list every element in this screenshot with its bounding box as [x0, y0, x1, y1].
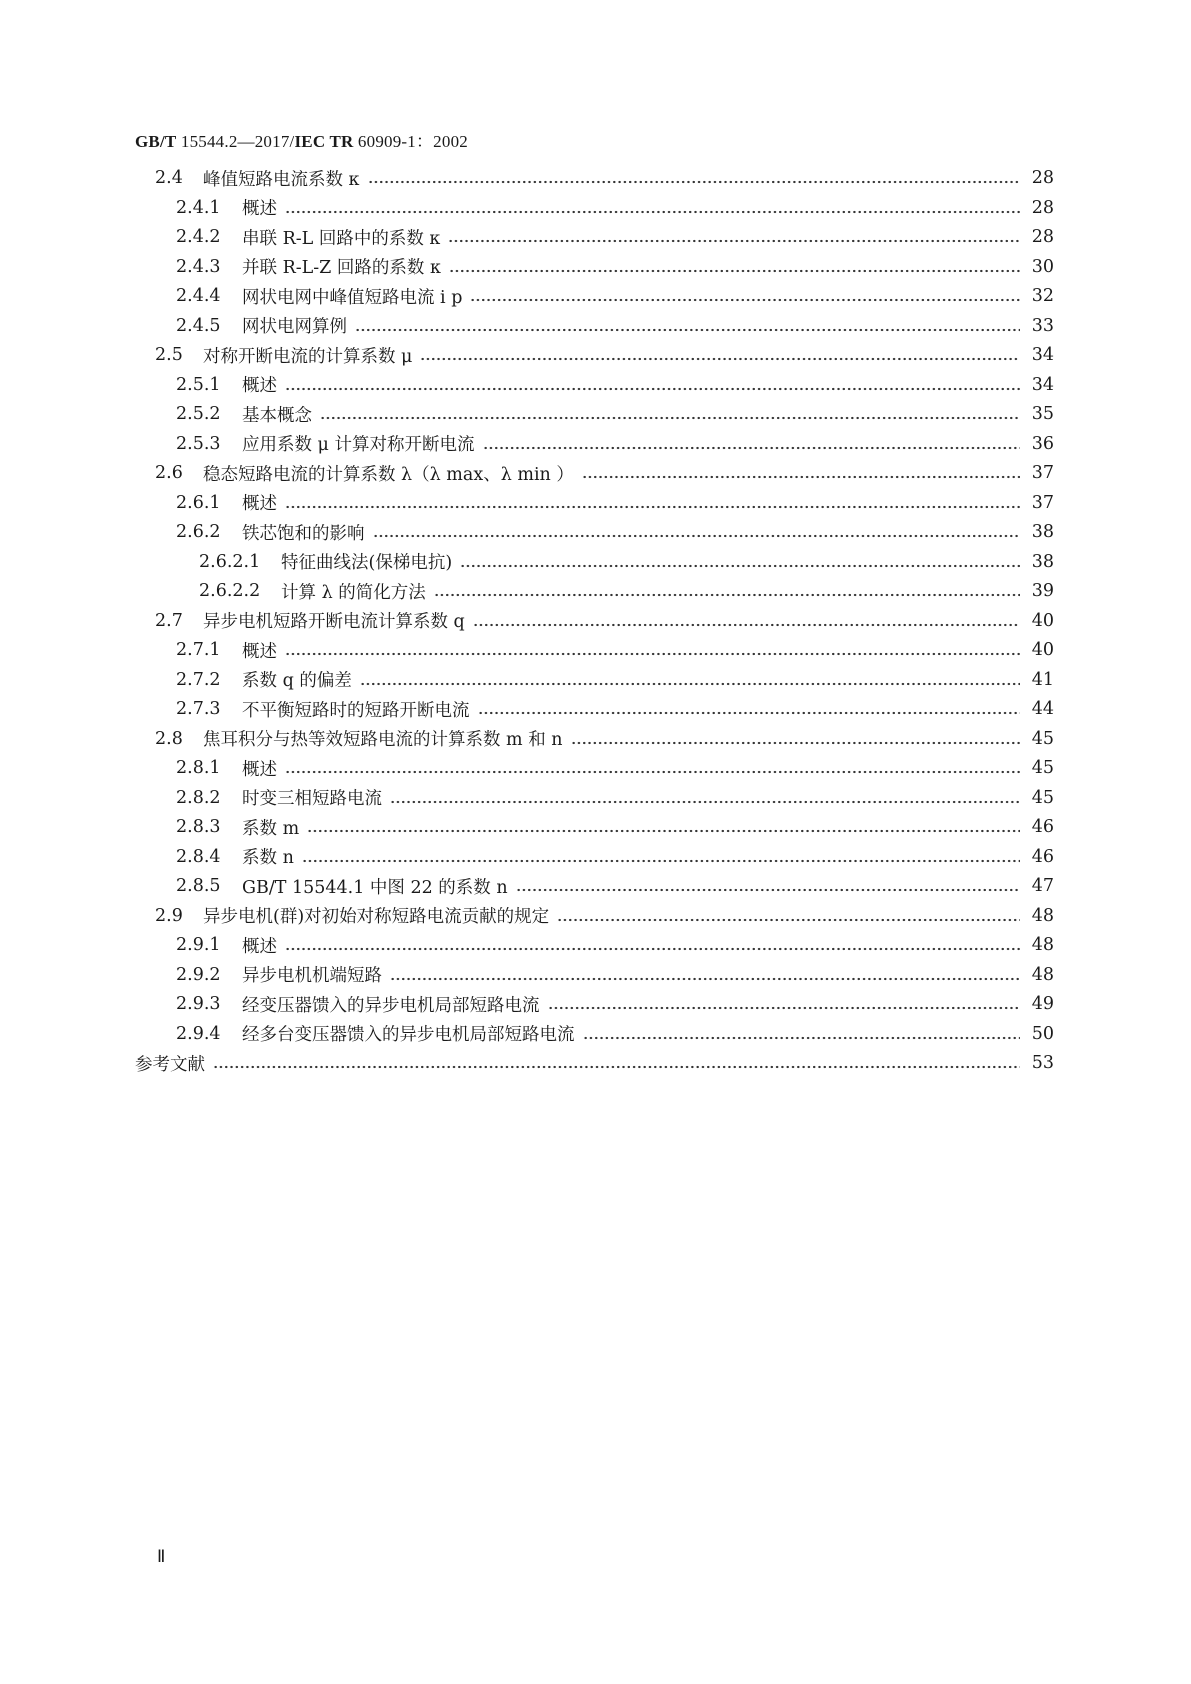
toc-entry[interactable] — [0, 371, 1191, 399]
toc-leader-dots — [285, 754, 1020, 782]
toc-entry[interactable] — [0, 784, 1191, 812]
toc-leader-dots — [285, 371, 1020, 399]
toc-entry-page: 45 — [1031, 728, 1054, 749]
toc-entry-number: 2.5.3 — [176, 433, 221, 454]
toc-entry-title: 系数 m — [242, 818, 300, 839]
toc-leader-dots — [213, 1049, 1020, 1077]
toc-leader-dots — [478, 695, 1021, 723]
toc-leader-dots — [483, 430, 1021, 458]
toc-entry[interactable] — [0, 518, 1191, 546]
toc-entry-page: 38 — [1031, 551, 1054, 572]
toc-entry-number: 2.7.1 — [176, 640, 221, 660]
toc-entry-title: 并联 R-L-Z 回路的系数 κ — [242, 258, 441, 278]
toc-leader-dots — [285, 636, 1020, 664]
toc-entry-number: 2.8.2 — [176, 787, 221, 808]
toc-entry-title: 网状电网中峰值短路电流 i p — [242, 287, 463, 308]
toc-leader-dots — [516, 872, 1020, 900]
toc-entry-number: 2.9.2 — [176, 964, 221, 985]
toc-entry[interactable] — [0, 695, 1191, 723]
toc-entry[interactable] — [0, 164, 1191, 192]
toc-entry-title: 概述 — [242, 936, 277, 957]
header-code: 15544.2—2017/ — [176, 132, 295, 151]
toc-entry-page: 41 — [1031, 669, 1054, 690]
toc-entry[interactable] — [0, 961, 1191, 989]
toc-entry-page: 40 — [1031, 640, 1054, 660]
toc-entry-page: 28 — [1031, 227, 1054, 247]
toc-leader-dots — [368, 164, 1021, 192]
toc-entry[interactable] — [0, 489, 1191, 517]
toc-entry-page: 36 — [1031, 433, 1054, 454]
toc-entry-number: 2.4.4 — [176, 286, 221, 306]
toc-leader-dots — [460, 548, 1020, 576]
toc-entry-number: 2.5.1 — [176, 374, 221, 395]
toc-entry-page: 48 — [1031, 935, 1054, 955]
toc-entry-page: 49 — [1031, 994, 1054, 1014]
toc-entry-title: 概述 — [242, 494, 277, 514]
header-standard: GB/T — [135, 132, 177, 151]
toc-leader-dots — [285, 489, 1020, 517]
toc-leader-dots — [307, 813, 1020, 841]
toc-entry-title: 异步电机机端短路 — [242, 966, 382, 986]
toc-leader-dots — [448, 223, 1020, 251]
toc-entry-number: 2.7.3 — [176, 699, 221, 719]
toc-leader-dots — [302, 843, 1020, 871]
toc-entry-page: 39 — [1031, 581, 1054, 601]
toc-entry-number: 2.9.4 — [176, 1023, 221, 1044]
toc-entry-number: 2.6.2.1 — [199, 551, 261, 572]
toc-entry-page: 48 — [1031, 964, 1054, 985]
toc-entry-title: 稳态短路电流的计算系数 λ（λ max、λ min ） — [203, 464, 574, 485]
header-ref: IEC TR — [294, 132, 354, 151]
toc-entry-page: 38 — [1031, 522, 1054, 542]
toc-entry-number: 2.9 — [155, 905, 183, 926]
toc-entry[interactable] — [0, 607, 1191, 635]
toc-entry-number: 2.4.2 — [176, 227, 221, 247]
toc-entry-title: 概述 — [242, 641, 277, 662]
toc-entry-page: 28 — [1031, 197, 1054, 218]
toc-entry-title: 参考文献 — [135, 1054, 205, 1075]
toc-entry-number: 2.6.2.2 — [199, 581, 261, 601]
toc-leader-dots — [582, 459, 1020, 487]
toc-leader-dots — [390, 784, 1020, 812]
toc-entry[interactable] — [0, 872, 1191, 900]
toc-leader-dots — [449, 253, 1020, 281]
toc-leader-dots — [420, 341, 1020, 369]
toc-entry-title: 计算 λ 的简化方法 — [281, 582, 426, 603]
toc-entry-page: 28 — [1031, 168, 1054, 188]
running-header — [135, 127, 468, 152]
toc-entry-number: 2.8.1 — [176, 758, 221, 778]
toc-entry-number: 2.7 — [155, 610, 183, 631]
toc-entry-page: 47 — [1031, 876, 1054, 896]
toc-entry-page: 45 — [1031, 758, 1054, 778]
toc-entry-title: 串联 R-L 回路中的系数 κ — [242, 228, 441, 249]
toc-leader-dots — [355, 312, 1020, 340]
toc-entry-page: 50 — [1031, 1023, 1054, 1044]
toc-entry-page: 37 — [1031, 492, 1054, 513]
toc-entry-page: 33 — [1031, 315, 1054, 336]
page-number: Ⅱ — [157, 1547, 166, 1566]
toc-entry[interactable] — [0, 400, 1191, 428]
toc-leader-dots — [390, 961, 1020, 989]
toc-entry[interactable] — [0, 902, 1191, 930]
toc-entry[interactable] — [0, 1049, 1191, 1077]
toc-entry[interactable] — [0, 194, 1191, 222]
toc-entry-title: 概述 — [242, 199, 277, 219]
toc-leader-dots — [571, 725, 1020, 753]
toc-entry-page: 34 — [1031, 345, 1054, 365]
toc-entry-number: 2.6.1 — [176, 492, 221, 513]
toc-entry-page: 53 — [1031, 1053, 1054, 1073]
toc-entry-number: 2.9.3 — [176, 994, 221, 1014]
toc-entry-title: 特征曲线法(保梯电抗) — [281, 553, 453, 573]
toc-entry-number: 2.6 — [155, 463, 183, 483]
toc-entry[interactable] — [0, 813, 1191, 841]
toc-entry-number: 2.8 — [155, 728, 183, 749]
toc-entry-title: 概述 — [242, 376, 277, 396]
toc-entry-page: 44 — [1031, 699, 1054, 719]
toc-entry-title: 基本概念 — [242, 405, 312, 426]
toc-entry-number: 2.8.5 — [176, 876, 221, 896]
toc-entry-number: 2.5.2 — [176, 404, 221, 424]
toc-entry-number: 2.4.3 — [176, 256, 221, 277]
toc-entry[interactable] — [0, 1020, 1191, 1048]
toc-entry-number: 2.4.5 — [176, 315, 221, 336]
toc-entry[interactable] — [0, 931, 1191, 959]
toc-entry-page: 46 — [1031, 817, 1054, 837]
toc-entry-number: 2.6.2 — [176, 522, 221, 542]
toc-entry-page: 45 — [1031, 787, 1054, 808]
toc-entry-title: 经多台变压器馈入的异步电机局部短路电流 — [242, 1025, 575, 1045]
toc-entry-title: 概述 — [242, 759, 277, 780]
toc-entry[interactable] — [0, 253, 1191, 281]
toc-entry-title: 异步电机(群)对初始对称短路电流贡献的规定 — [203, 907, 550, 927]
toc-entry-title: 不平衡短路时的短路开断电流 — [242, 700, 470, 721]
toc-entry-title: 时变三相短路电流 — [242, 789, 382, 809]
toc-entry[interactable] — [0, 754, 1191, 782]
toc-entry-number: 2.4.1 — [176, 197, 221, 218]
toc-entry-title: GB/T 15544.1 中图 22 的系数 n — [242, 877, 508, 898]
toc-entry-title: 系数 n — [242, 848, 294, 868]
toc-entry-number: 2.5 — [155, 345, 183, 365]
toc-entry-title: 经变压器馈入的异步电机局部短路电流 — [242, 995, 540, 1016]
toc-entry[interactable] — [0, 666, 1191, 694]
toc-entry-page: 35 — [1031, 404, 1054, 424]
toc-entry-page: 40 — [1031, 610, 1054, 631]
toc-entry-title: 铁芯饱和的影响 — [242, 523, 365, 544]
toc-leader-dots — [434, 577, 1020, 605]
toc-leader-dots — [373, 518, 1021, 546]
toc-entry[interactable] — [0, 223, 1191, 251]
toc-entry-page: 37 — [1031, 463, 1054, 483]
toc-entry-title: 峰值短路电流系数 κ — [203, 169, 360, 190]
toc-leader-dots — [285, 931, 1020, 959]
toc-entry-title: 对称开断电流的计算系数 μ — [203, 346, 413, 367]
toc-entry-number: 2.7.2 — [176, 669, 221, 690]
toc-entry[interactable] — [0, 282, 1191, 310]
toc-leader-dots — [473, 607, 1020, 635]
toc-leader-dots — [320, 400, 1020, 428]
toc-entry-title: 应用系数 μ 计算对称开断电流 — [242, 435, 475, 455]
toc-entry[interactable] — [0, 725, 1191, 753]
toc-leader-dots — [548, 990, 1021, 1018]
toc-entry-title: 网状电网算例 — [242, 317, 347, 337]
toc-entry-title: 异步电机短路开断电流计算系数 q — [203, 612, 465, 632]
toc-entry[interactable] — [0, 990, 1191, 1018]
toc-entry[interactable] — [0, 577, 1191, 605]
toc-entry-number: 2.8.3 — [176, 817, 221, 837]
toc-entry-page: 46 — [1031, 846, 1054, 867]
toc-entry[interactable] — [0, 312, 1191, 340]
toc-entry-number: 2.9.1 — [176, 935, 221, 955]
toc-entry-number: 2.4 — [155, 168, 183, 188]
toc-entry-page: 32 — [1031, 286, 1054, 306]
toc-leader-dots — [360, 666, 1020, 694]
toc-entry[interactable] — [0, 636, 1191, 664]
toc-leader-dots — [470, 282, 1020, 310]
toc-entry-title: 系数 q 的偏差 — [242, 671, 352, 691]
toc-entry[interactable] — [0, 341, 1191, 369]
toc-leader-dots — [557, 902, 1020, 930]
toc-entry-number: 2.8.4 — [176, 846, 221, 867]
toc-entry-title: 焦耳积分与热等效短路电流的计算系数 m 和 n — [203, 730, 563, 750]
toc-entry[interactable] — [0, 430, 1191, 458]
toc-entry[interactable] — [0, 548, 1191, 576]
header-ref-num: 60909-1：2002 — [353, 132, 468, 151]
toc-entry[interactable] — [0, 459, 1191, 487]
toc-leader-dots — [583, 1020, 1021, 1048]
toc-entry[interactable] — [0, 843, 1191, 871]
toc-entry-page: 34 — [1031, 374, 1054, 395]
toc-entry-page: 48 — [1031, 905, 1054, 926]
toc-entry-page: 30 — [1031, 256, 1054, 277]
toc-leader-dots — [285, 194, 1020, 222]
